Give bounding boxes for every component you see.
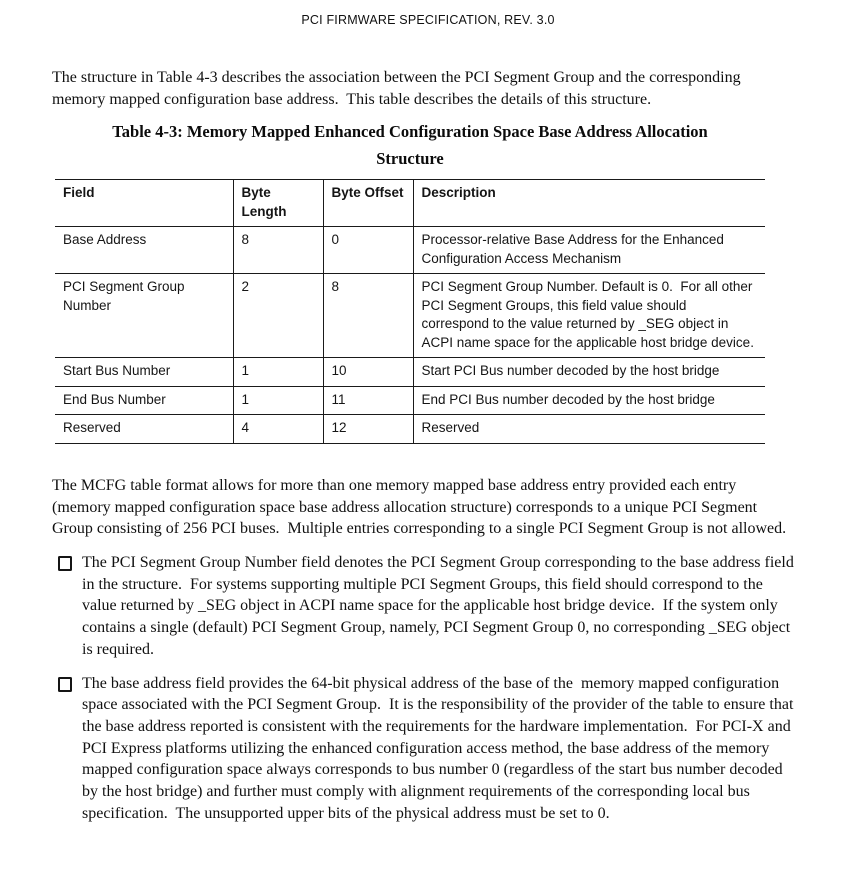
cell-byte-length: 8 bbox=[233, 227, 323, 274]
cell-byte-length: 2 bbox=[233, 274, 323, 358]
bullet-list bbox=[52, 552, 797, 824]
list-item bbox=[52, 673, 797, 825]
cell-byte-offset: 8 bbox=[323, 274, 413, 358]
cell-description: PCI Segment Group Number. Default is 0. For all other PCI Segment Groups, this field value should correspond to the value returned by _SEG object in ACPI name space for the applicable host bridge device. bbox=[413, 274, 765, 358]
column-header-description: Description bbox=[413, 180, 765, 227]
table-row bbox=[55, 274, 765, 358]
cell-field: PCI Segment Group Number bbox=[55, 274, 233, 358]
cell-byte-offset: 10 bbox=[323, 358, 413, 387]
square-bullet-icon bbox=[58, 556, 72, 571]
cell-byte-offset: 12 bbox=[323, 415, 413, 444]
bullet-text: The base address field provides the 64-bit physical address of the base of the memory mapped configuration space associated with the PCI Segment Group. It is the responsibility of the provider of the table to ensure that the base address reported is consistent with the requirements for the hardware implementation. For PCI-X and PCI Express platforms utilizing the enhanced configuration access method, the base address of the memory mapped configuration space always corresponds to bus number 0 (regardless of the start bus number decoded by the host bridge) and further must comply with alignment requirements of the corresponding local bus specification. The unsupported upper bits of the physical address must be set to 0. bbox=[82, 674, 798, 822]
cell-description: Reserved bbox=[413, 415, 765, 444]
column-header-byte-length: Byte Length bbox=[233, 180, 323, 227]
spec-table bbox=[55, 179, 765, 444]
cell-description: Processor-relative Base Address for the Enhanced Configuration Access Mechanism bbox=[413, 227, 765, 274]
page-header-title: PCI FIRMWARE SPECIFICATION, REV. 3.0 bbox=[301, 13, 555, 27]
cell-byte-length: 1 bbox=[233, 358, 323, 387]
cell-byte-length: 4 bbox=[233, 415, 323, 444]
cell-description: End PCI Bus number decoded by the host bridge bbox=[413, 386, 765, 415]
cell-byte-length: 1 bbox=[233, 386, 323, 415]
table-header-row bbox=[55, 180, 765, 227]
column-header-field: Field bbox=[55, 180, 233, 227]
list-item bbox=[52, 552, 797, 661]
table-row bbox=[55, 386, 765, 415]
table-caption-line1: Table 4-3: Memory Mapped Enhanced Configuration Space Base Address Allocation bbox=[112, 122, 708, 142]
cell-field: End Bus Number bbox=[55, 386, 233, 415]
mcfg-paragraph: The MCFG table format allows for more than one memory mapped base address entry provided each entry (memory mapped configuration space base address allocation structure) corresponds to a unique PCI Segment Group consisting of 256 PCI buses. Multiple entries corresponding to a single PCI Segment Group is not allowed. bbox=[52, 476, 787, 538]
square-bullet-icon bbox=[58, 677, 72, 692]
cell-field: Reserved bbox=[55, 415, 233, 444]
column-header-byte-offset: Byte Offset bbox=[323, 180, 413, 227]
cell-byte-offset: 11 bbox=[323, 386, 413, 415]
table-caption-line2: Structure bbox=[376, 148, 444, 168]
intro-paragraph: The structure in Table 4-3 describes the association between the PCI Segment Group and the corresponding memory mapped configuration base address. This table describes the details of this structure. bbox=[52, 69, 745, 108]
cell-field: Base Address bbox=[55, 227, 233, 274]
cell-byte-offset: 0 bbox=[323, 227, 413, 274]
bullet-text: The PCI Segment Group Number field denotes the PCI Segment Group corresponding to the base address field in the structure. For systems supporting multiple PCI Segment Groups, this field should correspond to the value returned by _SEG object in ACPI name space for the applicable host bridge device. If the system only contains a single (default) PCI Segment Group, namely, PCI Segment Group 0, no corresponding _SEG object is required. bbox=[82, 554, 798, 658]
table-caption bbox=[55, 119, 765, 172]
cell-field: Start Bus Number bbox=[55, 358, 233, 387]
table-row bbox=[55, 227, 765, 274]
table-row bbox=[55, 415, 765, 444]
page-content bbox=[52, 67, 797, 824]
table-block bbox=[55, 119, 765, 444]
cell-description: Start PCI Bus number decoded by the host bridge bbox=[413, 358, 765, 387]
table-row bbox=[55, 358, 765, 387]
